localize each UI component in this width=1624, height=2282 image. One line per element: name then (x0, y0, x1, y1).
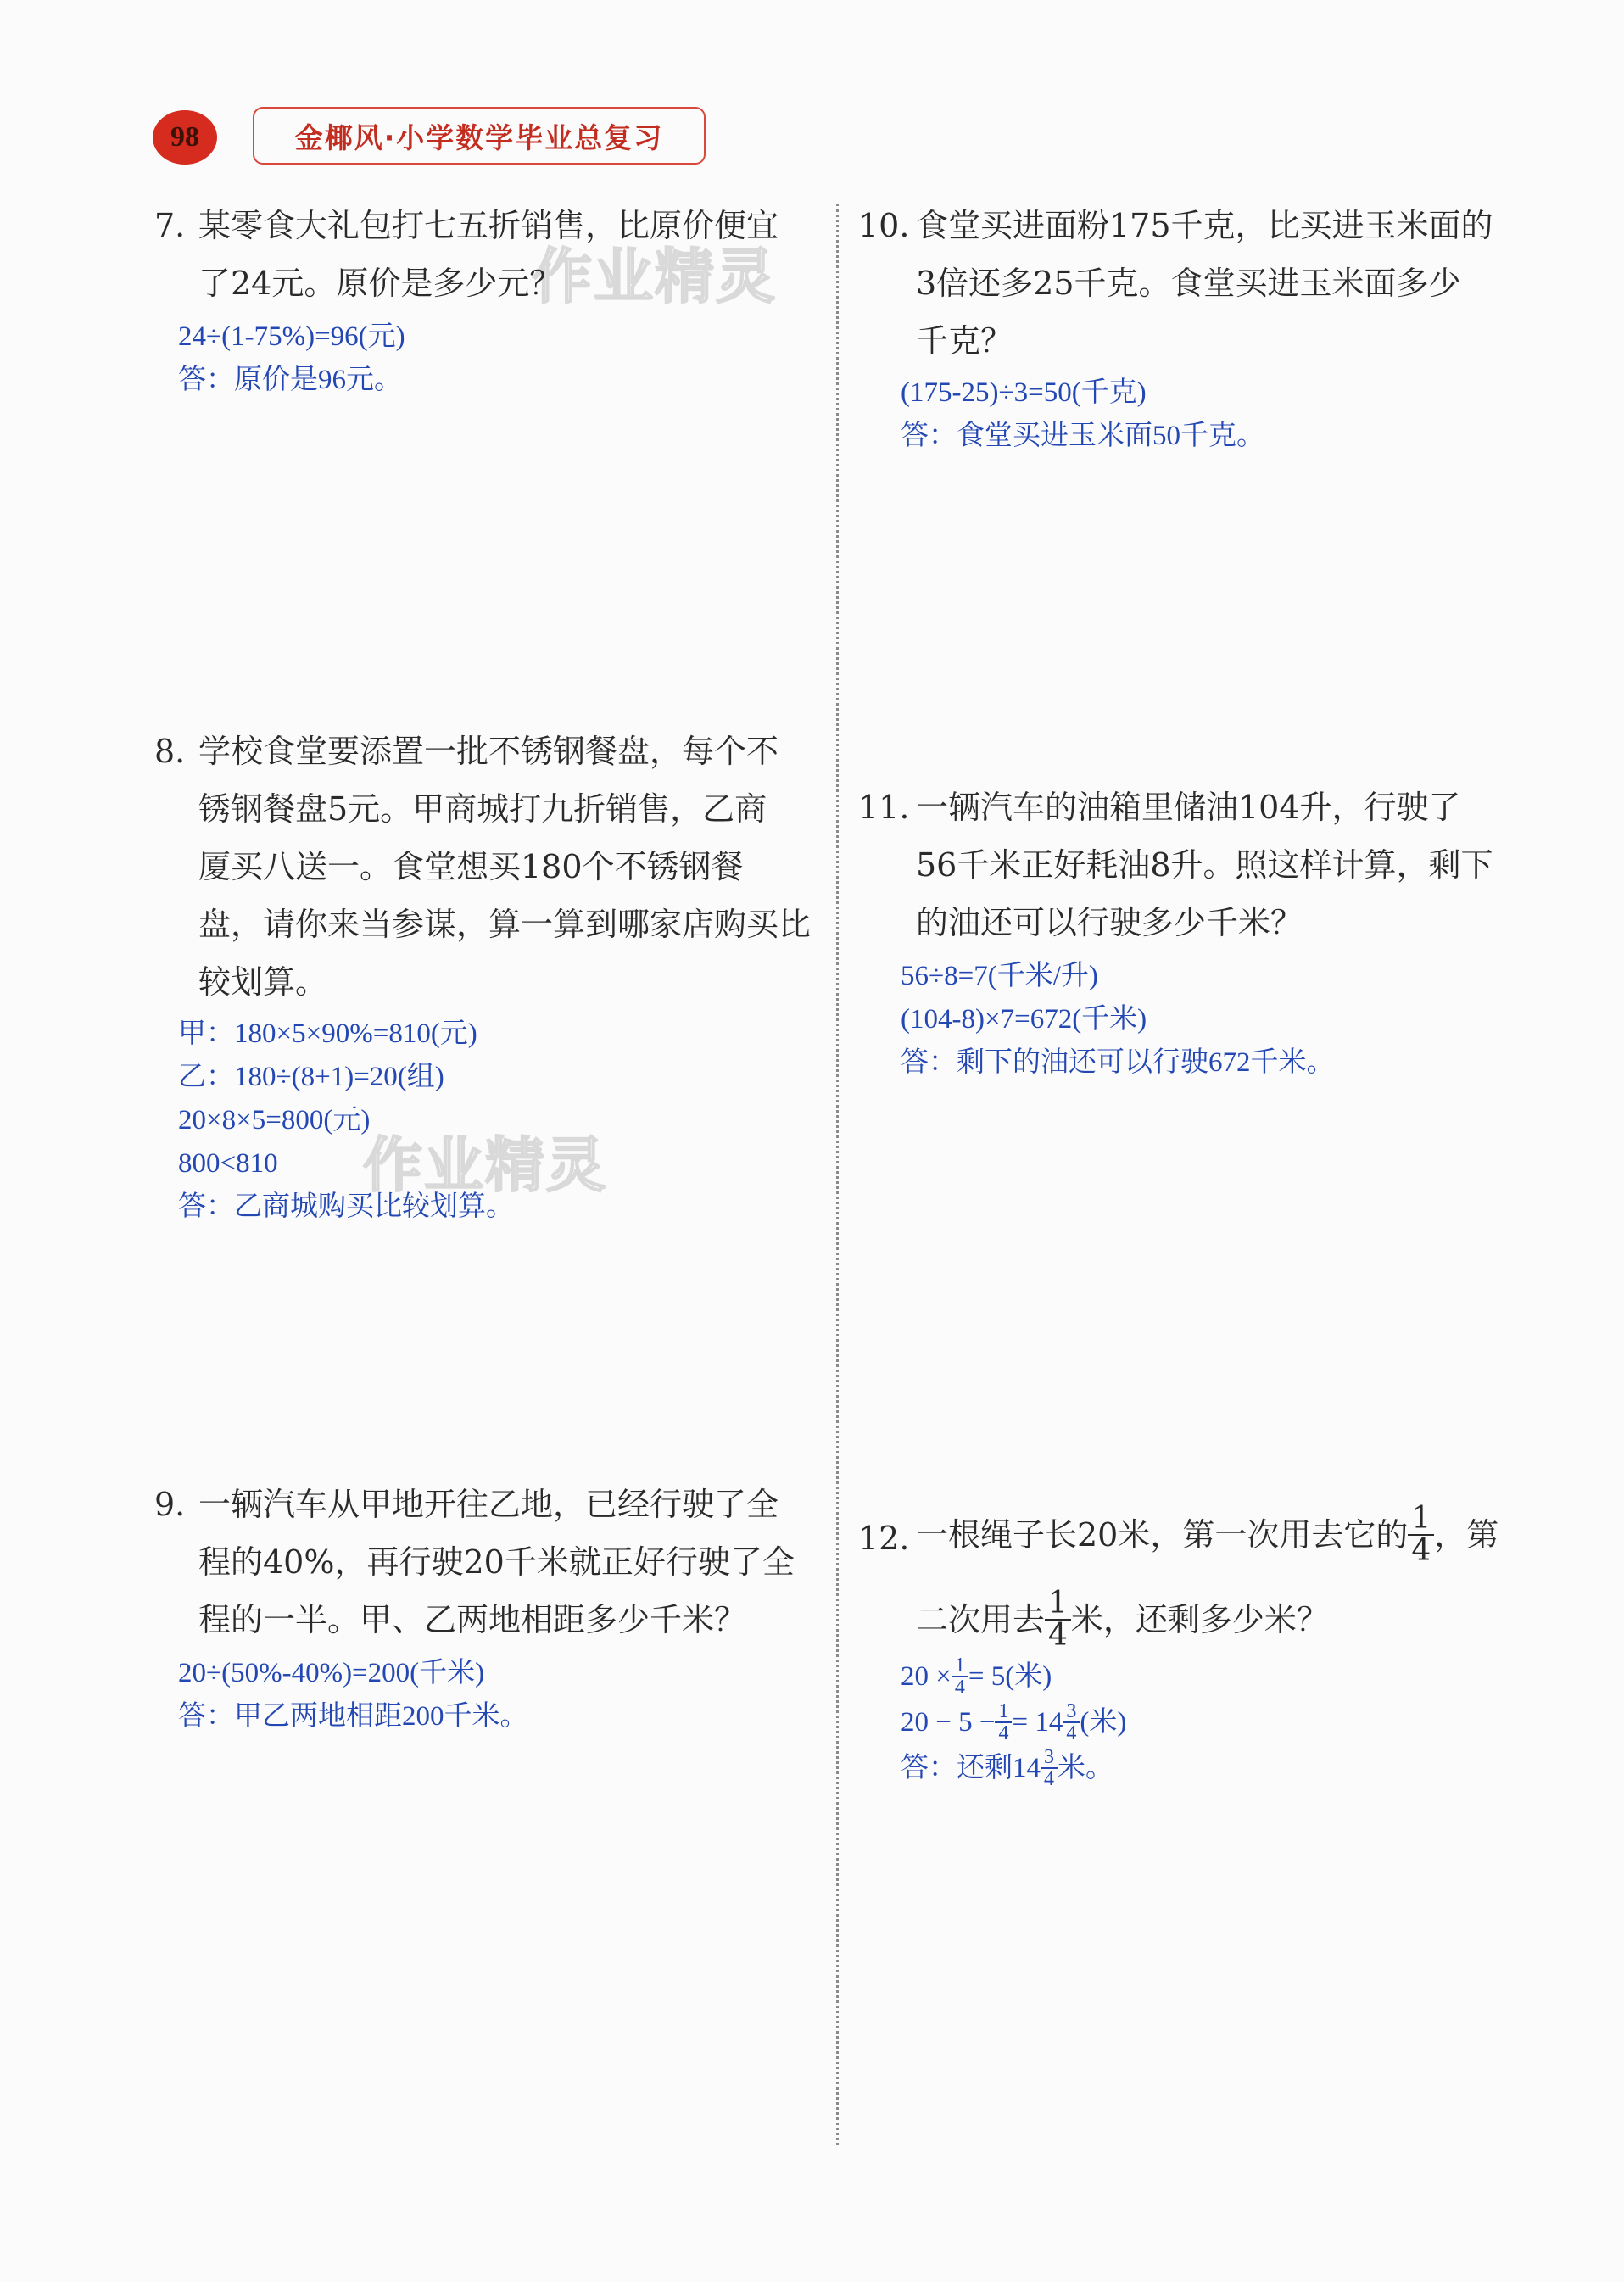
question-7 (154, 197, 816, 312)
answer-line: 答：甲乙两地相距200千米。 (178, 1701, 528, 1732)
question-8 (154, 723, 816, 1011)
question-line: 厦买八送一。食堂想买180个不锈钢餐 (198, 848, 744, 885)
answer-line: 答：还剩14 $\frac{3}{4}$ 米。 (901, 1746, 1113, 1790)
question-text: 二次用去 (916, 1601, 1046, 1638)
fraction: $\frac{1}{4}$ (952, 1655, 968, 1698)
answer-7 (178, 315, 405, 402)
answer-line: 乙：180÷(8+1)=20(组) (178, 1062, 444, 1092)
question-number: 8. (154, 733, 186, 770)
answer-line: 甲：180×5×90%=810(元) (178, 1018, 477, 1049)
question-line: 食堂买进面粉175千克，比买进玉米面的 (916, 207, 1493, 244)
answer-line: 答：原价是96元。 (178, 365, 402, 395)
question-line: 程的40%，再行驶20千米就正好行驶了全 (198, 1543, 795, 1581)
question-line: 的油还可以行驶多少千米？ (916, 904, 1303, 941)
answer-line: 56÷8=7(千米/升) (901, 961, 1098, 991)
question-text: 一根绳子长20米，第一次用去它的 (916, 1516, 1409, 1554)
question-line: 锈钢餐盘5元。甲商城打九折销售，乙商 (198, 790, 767, 828)
question-number: 11. (858, 789, 910, 826)
watermark: 作业精灵 (533, 242, 777, 311)
answer-line: 20×8×5=800(元) (178, 1105, 371, 1135)
answer-9 (178, 1652, 528, 1738)
question-number: 9. (154, 1486, 186, 1523)
answer-line: 答：乙商城购买比较划算。 (178, 1191, 514, 1222)
question-line: 一辆汽车的油箱里储油104升，行驶了 (916, 789, 1461, 826)
answer-line: (175-25)÷3=50(千克) (901, 377, 1147, 408)
answer-8 (178, 1013, 514, 1229)
question-number: 10. (858, 207, 910, 244)
answer-line: 800<810 (178, 1148, 278, 1179)
page-number: 98 (153, 110, 217, 165)
question-line: 学校食堂要添置一批不锈钢餐盘，每个不 (198, 733, 779, 770)
question-number: 7. (154, 207, 186, 244)
answer-line: 24÷(1-75%)=96(元) (178, 321, 405, 352)
question-line: 千克？ (916, 322, 1013, 360)
answer-line: 答：食堂买进玉米面50千克。 (901, 421, 1264, 451)
question-line: 3倍还多25千克。食堂买进玉米面多少 (916, 265, 1461, 302)
fraction: $\frac{3}{4}$ (1041, 1747, 1058, 1789)
answer-line: 20 × $\frac{1}{4}$ = 5(米) (901, 1654, 1052, 1699)
fraction: $\frac{1}{4}$ (1045, 1588, 1071, 1651)
question-line: 了24元。原价是多少元？ (198, 265, 562, 302)
question-number: 12. (858, 1520, 910, 1557)
question-line (916, 1577, 1537, 1662)
answer-10 (901, 371, 1264, 458)
question-line: 盘，请你来当参谋，算一算到哪家店购买比 (198, 906, 812, 943)
question-line: 较划算。 (198, 963, 328, 1001)
answer-line: 答：剩下的油还可以行驶672千米。 (901, 1047, 1335, 1078)
fraction: $\frac{1}{4}$ (995, 1701, 1012, 1744)
question-line (916, 1493, 1537, 1577)
answer-11 (901, 955, 1335, 1085)
question-line: 一辆汽车从甲地开往乙地，已经行驶了全 (198, 1486, 779, 1523)
question-line: 56千米正好耗油8升。照这样计算，剩下 (916, 846, 1493, 884)
answer-12 (901, 1654, 1126, 1791)
question-9 (154, 1476, 816, 1649)
watermark: 作业精灵 (363, 1130, 607, 1200)
question-text: ，第 (1434, 1516, 1499, 1554)
question-10 (858, 197, 1537, 370)
question-line: 某零食大礼包打七五折销售，比原价便宜 (198, 207, 779, 244)
question-line: 程的一半。甲、乙两地相距多少千米？ (198, 1601, 747, 1638)
fraction: $\frac{1}{4}$ (1408, 1504, 1434, 1566)
question-11 (858, 778, 1537, 951)
question-12 (858, 1493, 1537, 1662)
column-divider (836, 204, 839, 2145)
fraction: $\frac{3}{4}$ (1063, 1701, 1080, 1744)
answer-line: 20 − 5 − $\frac{1}{4}$ = 14 $\frac{3}{4}$ (米) (901, 1700, 1127, 1744)
answer-line: 20÷(50%-40%)=200(千米) (178, 1658, 485, 1688)
answer-line: (104-8)×7=672(千米) (901, 1004, 1147, 1035)
book-title: 金椰风·小学数学毕业总复习 (253, 107, 706, 165)
question-text: 米，还剩多少米？ (1070, 1601, 1329, 1638)
